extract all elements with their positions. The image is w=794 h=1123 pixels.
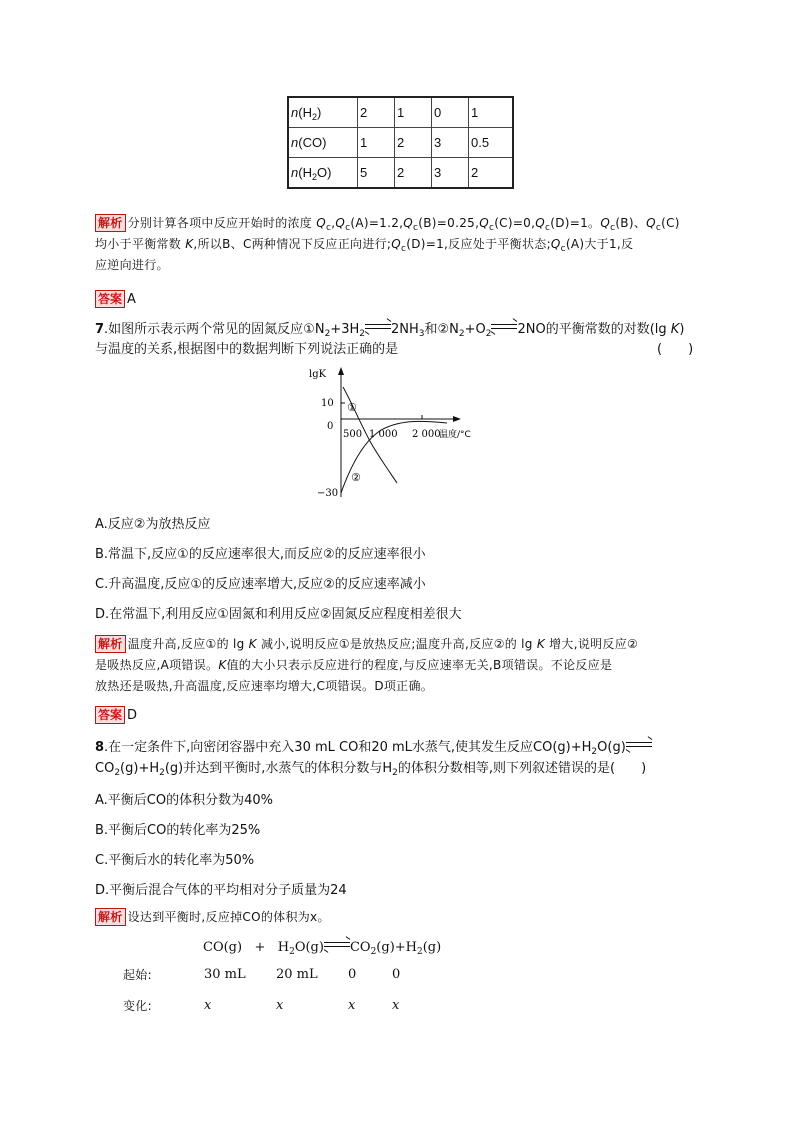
table-cell: 2 [469, 158, 514, 189]
table-cell: 2 [358, 97, 395, 128]
curve-1-label: ① [347, 401, 357, 414]
x-tick-500: 500 [343, 429, 363, 440]
q7-answer-value: D [127, 708, 138, 723]
q7-explanation: 解析 温度升高,反应①的 lg K 减小,说明反应①是放热反应;温度升高,反应②的 lg K 增大,说明反应② 是吸热反应,A项错误。K值的大小只表示反应进行的程度,与反应速率无关,B项错误。不论反应是 放热还是吸热,升高温度,反应速率均增大,C项错误。D项正确。 [95, 637, 639, 693]
data-table [287, 96, 514, 189]
q7-answer-paren: ( ) [657, 342, 694, 357]
table-row [288, 158, 513, 189]
q6-answer-value: A [127, 292, 136, 307]
q7-stem-b: 与温度的关系,根据图中的数据判断下列说法正确的是 [95, 342, 399, 357]
change-co: x [204, 998, 212, 1013]
table-cell: 3 [432, 158, 469, 189]
q8-option-d: D.平衡后混合气体的平均相对分子质量为24 [95, 883, 347, 898]
equation-row: $CO(g) + H_2O(g)$ $CO_2(g)+H_2(g)$ [203, 940, 441, 955]
lgk-temperature-chart [305, 365, 471, 503]
q7-explanation-tag: 解析 [95, 635, 126, 653]
q8-option-a: A.平衡后CO的体积分数为40% [95, 793, 274, 808]
y-axis-label: lgK [309, 369, 327, 380]
q8-explanation [95, 907, 330, 928]
row-label: $n(H_2)$ [288, 97, 358, 128]
table-row [288, 128, 513, 158]
x-tick-1000: 1 000 [369, 429, 398, 440]
start-h2: 0 [392, 967, 401, 982]
start-co2: 0 [348, 967, 357, 982]
table-cell: 1 [469, 97, 514, 128]
change-h2: x [392, 998, 400, 1013]
q7-answer-tag: 答案 [95, 706, 125, 724]
table-row [288, 97, 513, 128]
table-cell: 0.5 [469, 128, 514, 158]
q7-stem: 7.如图所示表示两个常见的固氮反应$①N_2+3H_2$ $2NH_3$和$②N_2+O_2$ 2NO的平衡常数的对数(lg K) 与温度的关系,根据图中的数据判断下列说法正确的是 ( ) [95, 320, 705, 360]
x-axis-label: 温度/°C [439, 430, 471, 440]
q8-stem: 8.在一定条件下,向密闭容器中充入30 mL CO和20 mL水蒸气,使其发生反应$CO(g)+H_2O(g)$ $CO_2(g)+H_2(g)$并达到平衡时,水蒸气的体积分数与$H_2$的体积分数相等,则下列叙述错误的是( ) [95, 737, 705, 779]
row-label: n(CO) [288, 128, 358, 158]
q8-explanation-tag: 解析 [95, 908, 126, 926]
q8-number: 8 [95, 740, 105, 755]
row-label: $n(H_2O)$ [288, 158, 358, 189]
change-co2: x [348, 998, 356, 1013]
x-tick-2000: 2 000 [412, 429, 441, 440]
q8-explanation-text: 设达到平衡时,反应掉CO的体积为x。 [127, 910, 330, 924]
q7-option-d: D.在常温下,利用反应①固氮和利用反应②固氮反应程度相差很大 [95, 607, 462, 622]
q7-option-b: B.常温下,反应①的反应速率很大,而反应②的反应速率很小 [95, 547, 426, 562]
table-cell: 2 [395, 158, 432, 189]
q7-option-a: A.反应②为放热反应 [95, 517, 211, 532]
curve-2-label: ② [351, 471, 361, 484]
q7-answer [95, 706, 137, 724]
q6-answer [95, 290, 136, 308]
table-cell: 1 [395, 97, 432, 128]
x-axis-arrow [453, 416, 461, 422]
q8-option-b: B.平衡后CO的转化率为25% [95, 823, 261, 838]
table-cell: 2 [395, 128, 432, 158]
table-cell: 0 [432, 97, 469, 128]
start-h2o: 20 mL [276, 967, 318, 982]
q8-option-c: C.平衡后水的转化率为50% [95, 853, 255, 868]
y-axis-arrow [338, 367, 344, 375]
q6-explanation: 解析 分别计算各项中反应开始时的浓度 $Q_c,Q_c(A)=1.2,Q_c(B)=0.25,Q_c(C)=0,Q_c(D)=1$。$Q_c(B)$、$Q_c(C)$ 均小于平衡常数 K,所以B、C两种情况下反应正向进行$;Q_c(D)=1$,反应处于平衡状态$;Q_c(A)$大于1,反 应逆向进行。 [95, 216, 680, 272]
y-tick-minus30: −30 [317, 488, 339, 499]
q6-explanation-tag: 解析 [95, 214, 126, 232]
change-h2o: x [276, 998, 284, 1013]
y-tick-0: 0 [327, 421, 334, 432]
q6-answer-tag: 答案 [95, 290, 125, 308]
change-row-label: 变化: [123, 999, 152, 1013]
q7-number: 7 [95, 322, 105, 337]
start-co: 30 mL [204, 967, 246, 982]
y-tick-10: 10 [321, 398, 334, 409]
table-cell: 3 [432, 128, 469, 158]
table-cell: 1 [358, 128, 395, 158]
table-cell: 5 [358, 158, 395, 189]
start-row-label: 起始: [123, 968, 152, 982]
q7-stem-a: .如图所示表示两个常见的固氮反应①N [104, 322, 325, 337]
q7-option-c: C.升高温度,反应①的反应速率增大,反应②的反应速率减小 [95, 577, 426, 592]
